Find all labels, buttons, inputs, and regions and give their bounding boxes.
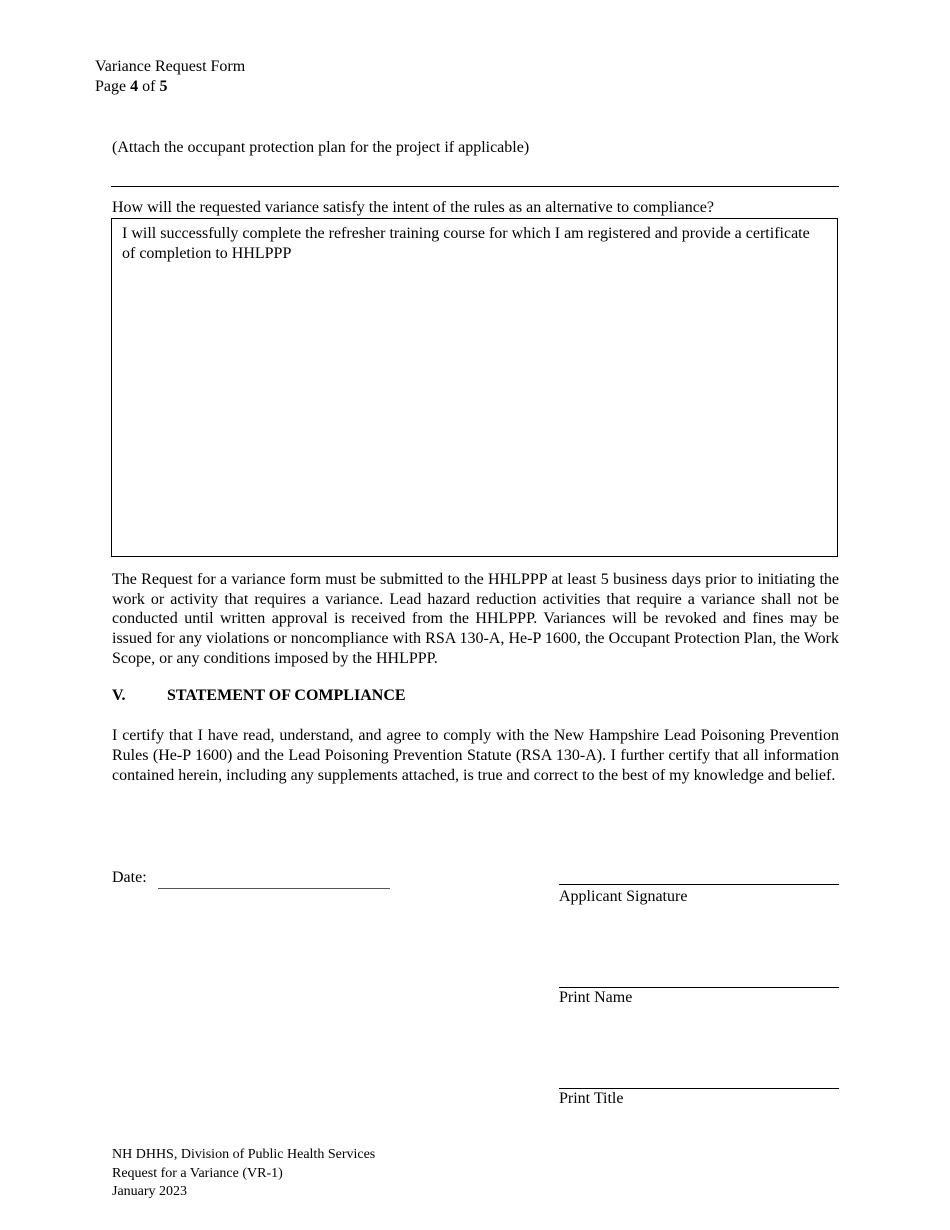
page-indicator (95, 77, 167, 97)
certification-paragraph: I certify that I have read, understand, and agree to comply with the New Hampshire Lead Poisoning Prevention Rules (He-P 1600) and the Lead Poisoning Prevention Statute (RSA 130-A). I further certify that all information contained herein, including any supplements attached, is true and correct to the best of my knowledge and belief. (112, 727, 839, 784)
section-number: V. (112, 687, 126, 704)
applicant-signature-label: Applicant Signature (559, 888, 688, 905)
page-of: of (142, 78, 156, 95)
print-title-field[interactable] (559, 1088, 839, 1089)
answer-text: I will successfully complete the refresher training course for which I am registered and provide a certificate of completion to HHLPPP (122, 225, 810, 262)
date-label: Date: (112, 869, 147, 886)
question-label: How will the requested variance satisfy the intent of the rules as an alternative to compliance? (112, 199, 714, 216)
notice-paragraph: The Request for a variance form must be submitted to the HHLPPP at least 5 business days prior to initiating the work or activity that requires a variance. Lead hazard reduction activities that require a variance shall not be conducted until written approval is received from the HHLPPP. Variances will be revoked and fines may be issued for any violations or noncompliance with RSA 130-A, He-P 1600, the Occupant Protection Plan, the Work Scope, or any conditions imposed by the HHLPPP. (112, 571, 839, 667)
print-name-field[interactable] (559, 987, 839, 988)
answer-textbox[interactable] (111, 218, 838, 557)
divider (111, 186, 839, 187)
footer-line-3: January 2023 (112, 1184, 188, 1199)
footer-line-1: NH DHHS, Division of Public Health Services (112, 1147, 376, 1162)
footer-line-2: Request for a Variance (VR-1) (112, 1166, 283, 1181)
applicant-signature-field[interactable] (559, 884, 839, 885)
print-name-label: Print Name (559, 989, 633, 1006)
form-title: Variance Request Form (95, 58, 246, 75)
page-word: Page (95, 78, 127, 95)
print-title-label: Print Title (559, 1090, 624, 1107)
section-title: STATEMENT OF COMPLIANCE (167, 687, 406, 704)
attach-note: (Attach the occupant protection plan for the project if applicable) (112, 139, 530, 156)
page-current: 4 (130, 78, 139, 95)
page-total: 5 (159, 78, 168, 95)
date-field[interactable] (158, 888, 390, 889)
